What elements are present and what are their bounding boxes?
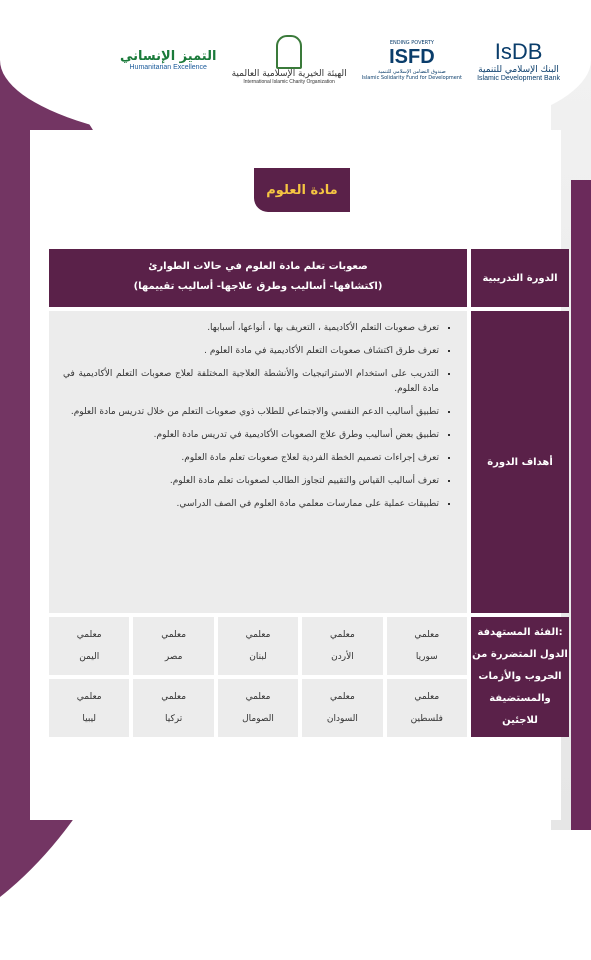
- target-row: [49, 617, 569, 737]
- target-role: معلمي: [245, 692, 271, 702]
- target-role: معلمي: [161, 630, 187, 640]
- isfd-tag: ENDING POVERTY: [389, 39, 434, 46]
- target-cell-lebanon: [218, 617, 298, 675]
- isdb-logo: [477, 39, 560, 82]
- goal-item: ▪ تعرف طرق اكتشاف صعوبات التعلم الأكاديمية في مادة العلوم .: [63, 344, 439, 359]
- goals-row: [49, 311, 569, 613]
- target-grid: [49, 617, 467, 737]
- target-country: السودان: [326, 714, 358, 724]
- target-label-line4: والمستضيفة للاجئين: [489, 693, 551, 726]
- goal-item: ▪ تعرف صعوبات التعلم الأكاديمية ، التعريف بها ، أنواعها، أسبابها.: [63, 321, 439, 336]
- he-arabic: التميز الإنساني: [120, 49, 217, 64]
- course-row: [49, 249, 569, 307]
- target-country: لبنان: [249, 652, 267, 662]
- isfd-arabic: صندوق التضامن الإسلامي للتنمية: [377, 68, 446, 75]
- iico-arabic: الهيئة الخيرية الإسلامية العالمية: [231, 69, 347, 79]
- goal-item: ▪ تعرف إجراءات تصميم الخطة الفردية لعلاج صعوبات تعلم مادة العلوم.: [63, 451, 439, 466]
- isfd-english: Islamic Solidarity Fund for Development: [361, 74, 462, 81]
- target-country: الصومال: [242, 714, 274, 724]
- target-cell-syria: [387, 617, 467, 675]
- goal-item: ▪ تعرف أساليب القياس والتقييم لتجاوز الطالب لصعوبات تعلم مادة العلوم.: [63, 474, 439, 489]
- target-cell-somalia: [218, 679, 298, 737]
- course-label: الدورة التدريبية: [471, 249, 569, 307]
- goals-label: أهداف الدورة: [471, 311, 569, 613]
- target-label-line2: الدول المتضررة من: [472, 649, 568, 660]
- isdb-mark: IsDB: [494, 38, 543, 64]
- target-cell-libya: [49, 679, 129, 737]
- goal-item: ▪ تطبيق أساليب الدعم النفسي والاجتماعي للطلاب ذوي صعوبات التعلم من خلال تدريس مادة العلوم.: [63, 405, 439, 420]
- target-country: ليبيا: [82, 714, 97, 724]
- target-role: معلمي: [329, 630, 355, 640]
- humanitarian-excellence-logo: [120, 49, 216, 71]
- target-cell-yemen: [49, 617, 129, 675]
- target-label-line1: الفئة المستهدفة:: [477, 627, 563, 638]
- target-country: مصر: [164, 652, 183, 662]
- goal-item: ▪ تطبيقات عملية على ممارسات معلمي مادة العلوم في الصف الدراسي.: [63, 497, 439, 512]
- iico-english: International Islamic Charity Organization: [243, 79, 335, 85]
- target-cell-palestine: [387, 679, 467, 737]
- goal-item: ▪ التدريب على استخدام الاستراتيجيات والأنشطة العلاجية المختلفة لعلاج صعوبات التعلم الأكاديمية في مادة العلوم.: [63, 367, 439, 397]
- page-title: مادة العلوم: [254, 168, 350, 212]
- isdb-english: Islamic Development Bank: [477, 74, 560, 82]
- course-title-line1: صعوبات تعلم مادة العلوم في حالات الطوارئ: [148, 261, 368, 272]
- target-role: معلمي: [76, 692, 102, 702]
- target-role: معلمي: [414, 630, 440, 640]
- iico-logo: [232, 35, 347, 85]
- target-role: معلمي: [414, 692, 440, 702]
- target-country: فلسطين: [410, 714, 443, 724]
- background-right-band: [571, 180, 591, 830]
- target-role: معلمي: [329, 692, 355, 702]
- goals-list: [49, 311, 467, 613]
- target-country: اليمن: [79, 652, 100, 662]
- target-country: سوريا: [415, 652, 438, 662]
- target-country: تركيا: [165, 714, 183, 724]
- target-cell-egypt: [133, 617, 213, 675]
- mosque-icon: [276, 35, 302, 69]
- course-title: [49, 249, 467, 307]
- target-country: الأردن: [331, 652, 354, 662]
- he-english: Humanitarian Excellence: [129, 64, 207, 71]
- course-title-line2: (اكتشافها- أساليب وطرق علاجها- أساليب تقييمها): [133, 281, 383, 292]
- target-role: معلمي: [161, 692, 187, 702]
- target-cell-jordan: [302, 617, 382, 675]
- target-cell-sudan: [302, 679, 382, 737]
- isfd-mark: ISFD: [389, 45, 435, 68]
- course-table: [49, 249, 569, 737]
- target-label-line3: الحروب والأزمات: [478, 671, 562, 682]
- target-role: معلمي: [245, 630, 271, 640]
- target-label: [471, 617, 569, 737]
- logo-bar: [120, 25, 560, 95]
- target-role: معلمي: [76, 630, 102, 640]
- target-cell-turkey: [133, 679, 213, 737]
- isdb-arabic: البنك الإسلامي للتنمية: [478, 64, 559, 75]
- isfd-logo: [362, 40, 462, 81]
- goal-item: ▪ تطبيق بعض أساليب وطرق علاج الصعوبات الأكاديمية في تدريس مادة العلوم.: [63, 428, 439, 443]
